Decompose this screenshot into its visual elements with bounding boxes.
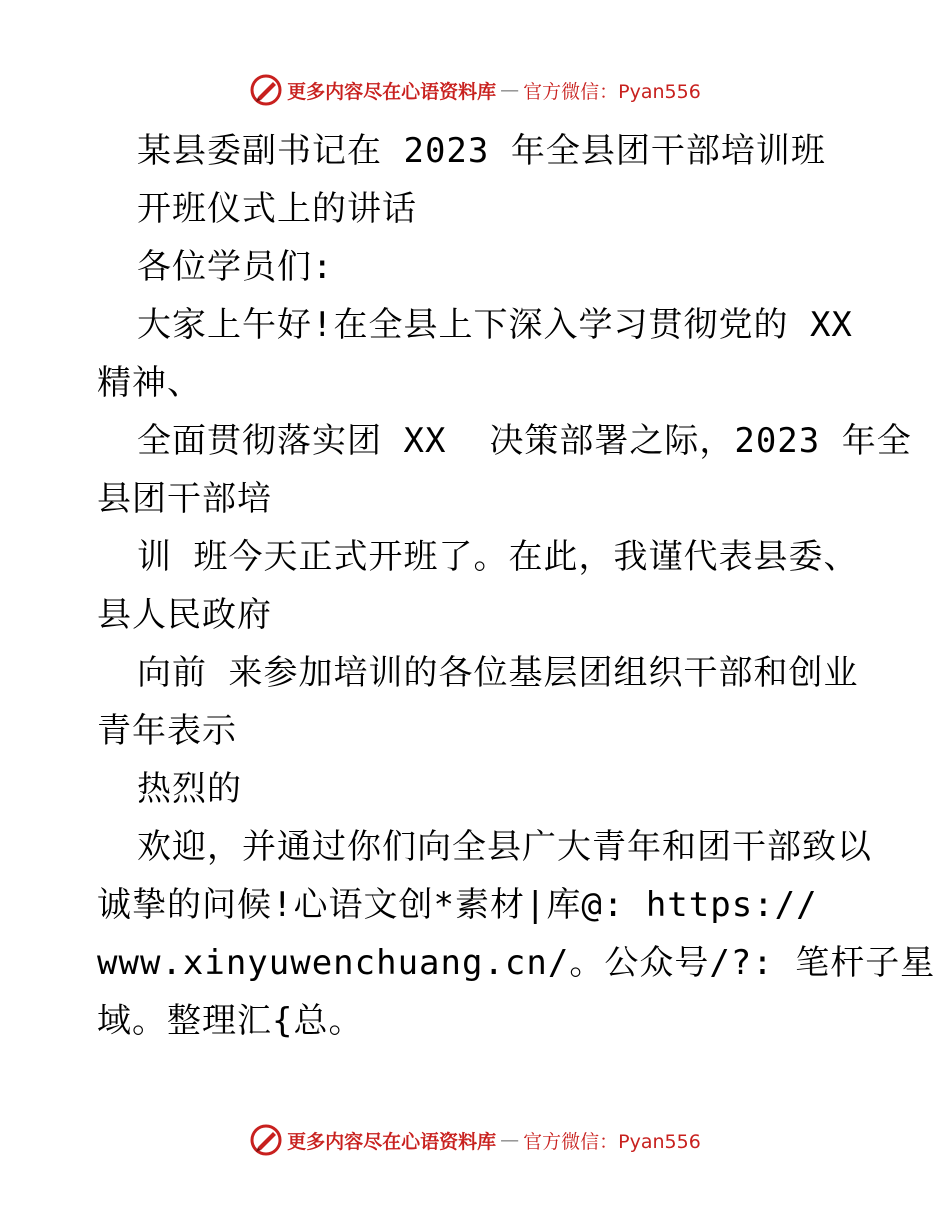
doc-paragraph-line: 青年表示 [97,711,237,751]
doc-paragraph-line: 县人民政府 [97,595,272,635]
footer-wechat-label: 官方微信：Pyan556 [523,1130,701,1153]
doc-salutation: 各位学员们: [137,247,334,287]
doc-title-line-2: 开班仪式上的讲话 [137,189,417,229]
doc-paragraph-line: 全面贯彻落实团 XX 决策部署之际，2023 年全 [137,421,912,461]
brand-logo-icon [249,73,283,107]
document-body [97,122,936,1050]
footer-brand-text: 更多内容尽在心语资料库 [287,1130,497,1153]
header-banner [0,70,950,110]
header-wechat-label: 官方微信：Pyan556 [523,80,701,103]
doc-paragraph-line: 向前 来参加培训的各位基层团组织干部和创业 [137,653,859,693]
doc-paragraph-line: 欢迎，并通过你们向全县广大青年和团干部致以 [137,827,872,867]
footer-banner-inner [249,1123,701,1157]
header-banner-inner [249,73,701,107]
header-brand-text: 更多内容尽在心语资料库 [287,80,497,103]
doc-paragraph-line: 诚挚的问候!心语文创*素材|库@: https:// [97,885,818,925]
doc-paragraph-line: 域。整理汇{总。 [97,1001,364,1041]
footer-separator: — [500,1129,520,1151]
header-separator: — [500,79,520,101]
doc-title-line-1: 某县委副书记在 2023 年全县团干部培训班 [137,131,826,171]
doc-paragraph-line: www.xinyuwenchuang.cn/。公众号/?: 笔杆子星 [97,943,936,983]
doc-paragraph-line: 精神、 [97,363,202,403]
doc-paragraph-line: 训 班今天正式开班了。在此，我谨代表县委、 [137,537,859,577]
footer-banner [0,1120,950,1160]
doc-paragraph-line: 县团干部培 [97,479,272,519]
doc-paragraph-line: 大家上午好!在全县上下深入学习贯彻党的 XX [137,305,853,345]
doc-paragraph-line: 热烈的 [137,769,242,809]
brand-logo-icon [249,1123,283,1157]
